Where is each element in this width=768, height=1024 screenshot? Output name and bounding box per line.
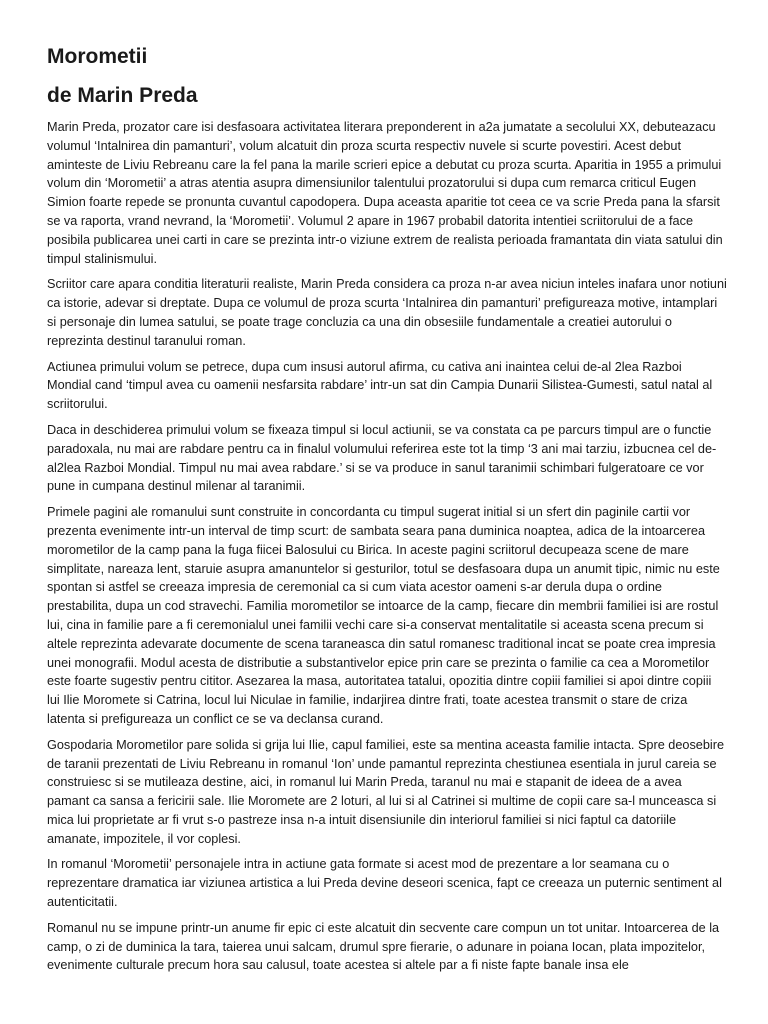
paragraph-2: Scriitor care apara conditia literaturii realiste, Marin Preda considera ca proza n-ar avea niciun inteles inafara unor notiuni ca istorie, adevar si dreptate. Dupa ce volumul de proza scurta ‘Intalnirea din pamanturi’ prefigureaza motive, intamplari si personaje din lumea satului, se poate trage concluzia ca una din obsesiile fundamentale a creatiei autorului o reprezinta destinul taranului roman. (47, 277, 727, 348)
paragraph-3: Actiunea primului volum se petrece, dupa cum insusi autorul afirma, cu cativa ani inaintea celui de-al 2lea Razboi Mondial cand ‘timpul avea cu oamenii nesfarsita rabdare’ intr-un sat din Campia Dunarii Silistea-Gumesti, satul natal al scriitorului. (47, 359, 713, 412)
paragraph-6: Gospodaria Morometilor pare solida si grija lui Ilie, capul familiei, este sa mentina aceasta familie intacta. Spre deosebire de taranii prezentati de Liviu Rebreanu in romanul ‘Ion’ unde pamantul reprezinta chestiunea esentiala in jurul careia se construiesc si se mutileaza destine, aici, in romanul lui Marin Preda, taranul nu mai e stapanit de ideea de a avea pamant ca sansa a fericirii sale. Ilie Moromete are 2 loturi, al lui si al Catrinei si multime de copii care sa-l munceasca si mica lui proprietate ar fi vrut s-o pastreze insa n-a intuit disensiunile din interiorul familiei si nici faptul ca datoriile amanate, impozitele, il vor coplesi. (47, 737, 724, 846)
document-author: de Marin Preda (47, 84, 198, 107)
paragraph-7: In romanul ‘Morometii’ personajele intra in actiune gata formate si acest mod de prezentare a lor seamana cu o reprezentare dramatica iar viziunea artistica a lui Preda devine deseori scenica, fapt ce creeaza un puternic sentiment al autenticitatii. (47, 857, 722, 910)
document-page (47, 0, 727, 1024)
paragraph-1: Marin Preda, prozator care isi desfasoara activitatea literara preponderent in a2a jumatate a secolului XX, debuteazacu volumul ‘Intalnirea din pamanturi’, volum alcatuit din proza scurta respectiv nuvele si scurte povestiri. Acest debut aminteste de Liviu Rebreanu care la fel pana la marile scrieri epice a debutat cu proza scurta. Aparitia in 1955 a primului volum din ‘Morometii’ a atras atentia asupra dimensiunilor talentului prozatorului si dupa cum remarca criticul Eugen Simion foarte repede se pronunta cuvantul capodopera. Dupa aceasta aparitie tot ceea ce va scrie Preda pana la sfarsit se va raporta, vrand nevrand, la ‘Morometii’. Volumul 2 apare in 1967 probabil datorita intentiei scriitorului de a face posibila publicarea unei carti in care se prezinta intr-o viziune extrem de realista perioada framantata din viata satului din timpul stalinismului. (47, 120, 723, 266)
paragraph-4: Daca in deschiderea primului volum se fixeaza timpul si locul actiunii, se va constata ca pe parcurs timpul are o functie paradoxala, nu mai are rabdare pentru ca in finalul volumului referirea este tot la timp ‘3 ani mai tarziu, izbucnea cel de-al2lea Razboi Mondial. Timpul nu mai avea rabdare.’ si se va produce in sanul taranimii schimbari fulgeratoare ce vor pune in cumpana destinul milenar al taranimii. (47, 422, 717, 494)
paragraph-8: Romanul nu se impune printr-un anume fir epic ci este alcatuit din secvente care compun un tot unitar. Intoarcerea de la camp, o zi de duminica la tara, taierea unui salcam, drumul spre fierarie, o adunare in poiana Iocan, plata impozitelor, evenimente culturale precum hora sau calusul, toate acestea si altele par a fi niste fapte banale insa ele (47, 920, 720, 973)
paragraph-5: Primele pagini ale romanului sunt construite in concordanta cu timpul sugerat initial si un sfert din paginile cartii vor prezenta evenimente intr-un interval de timp scurt: de sambata seara pana duminica noaptea, adica de la intoarcerea morometilor de la camp pana la fuga fiicei Balosului cu Birica. In aceste pagini scriitorul decupeaza scene de mare simplitate, nareaza lent, staruie asupra amanuntelor si gesturilor, totul se desfasoara dupa un anumit tipic, nimic nu este spontan si astfel se creeaza impresia de ceremonial ca si cum viata acestor oameni s-ar derula dupa o ordine prestabilita, dupa un cod stravechi. Familia morometilor se intoarce de la camp, fiecare din membrii familiei isi are rostul lui, cina in familie pare a fi ceremonialul unei familii vechi care si-a conservat mentalitatile si aceasta scena precum si altele reprezinta adevarate documente de scena taraneasca din satul romanesc traditional incat se poate crea impresia unei monografii. Modul acesta de distributie a substantivelor epice prin care se prezinta o familie ca cea a Morometilor este foarte sugestiv pentru cititor. Asezarea la masa, autoritatea tatalui, opozitia dintre copiii familiei si apoi dintre copiii lui Ilie Moromete si Catrina, locul lui Niculae in familie, indarjirea dintre frati, toate acestea transmit o stare de criza latenta si prefigureaza un conflict ce se va declansa curand. (47, 505, 720, 726)
document-title: Morometii (47, 45, 148, 68)
document-body (47, 118, 727, 982)
